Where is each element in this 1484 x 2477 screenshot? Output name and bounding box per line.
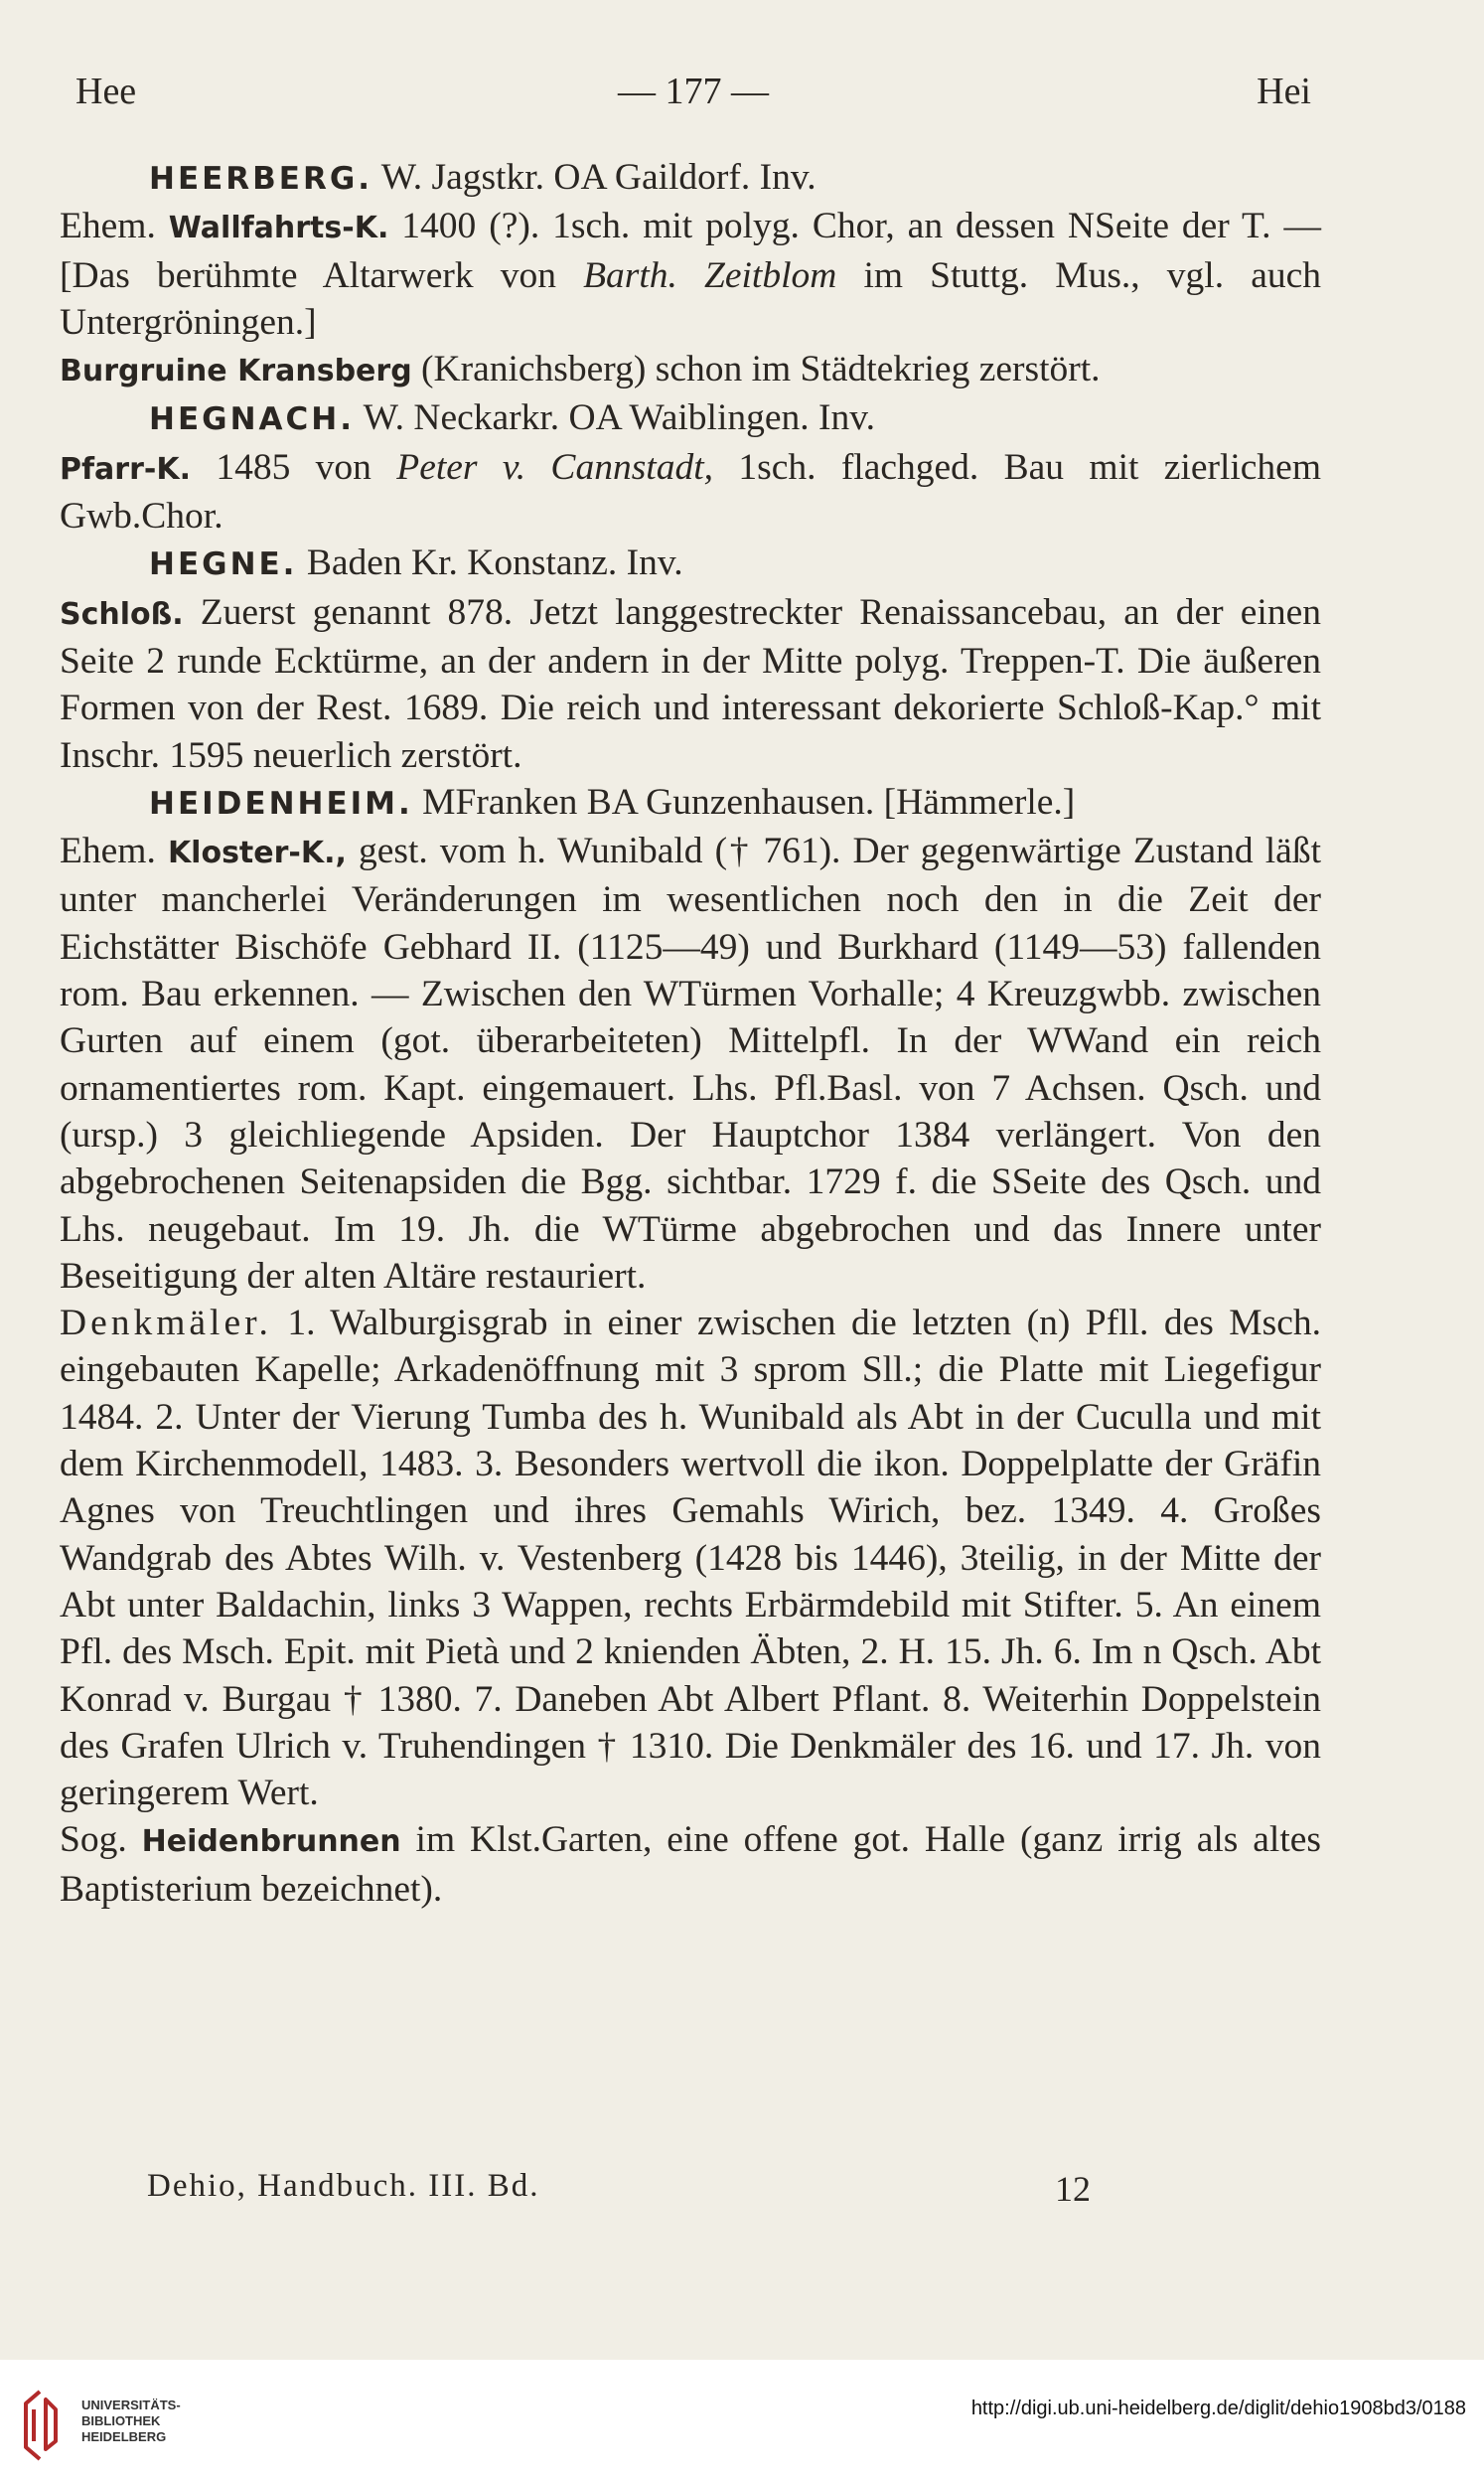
entry-location: W. Neckarkr. OA Waiblingen. Inv. (354, 397, 875, 439)
entry-paragraph (60, 1816, 1321, 1913)
artist-name: Peter v. Cannstadt, (396, 446, 713, 488)
text-run: im Stuttg. Mus., vgl. auch Untergröningen.] (60, 254, 1321, 343)
text-run: Ehem. (60, 831, 168, 872)
text-run: 1485 von (190, 446, 397, 488)
institution-line: HEIDELBERG (81, 2429, 167, 2444)
sheet-number: 12 (1055, 2169, 1091, 2209)
text-run: 1. Walburgisgrab in einer zwischen die letzten (n) Pfll. des Msch. eingebauten Kapelle; Arkadenöffnung mit 3 sprom Sll.; die Platte mit Liegefigur 1484. 2. Unter der Vierung Tumba des h. Wunibald als Abt in der Cuculla und mit dem Kirchenmodell, 1483. 3. Besonders wertvoll die ikon. Doppelplatte der Gräfin Agnes von Treuchtlingen und ihres Gemahls Wirich, bez. 1349. 4. Großes Wandgrab des Abtes Wilh. v. Vestenberg (1428 bis 1446), 3teilig, in der Mitte der Abt unter Baldachin, links 3 Wappen, rechts Erbärmdebild mit Stifter. 5. An einem Pfl. des Msch. Epit. mit Pietà und 2 knienden Äbten, 2. H. 15. Jh. 6. Im n Qsch. Abt Konrad v. Burgau † 1380. 7. Daneben Abt Albert Pflant. 8. Weiterhin Doppelstein des Grafen Ulrich v. Truhendingen † 1310. Die Denkmäler des 16. und 17. Jh. von geringerem Wert. (60, 1303, 1321, 1814)
building-name: Pfarr-K. (60, 451, 191, 487)
building-name: Burgruine Kransberg (60, 354, 412, 389)
sheet-signature: Dehio, Handbuch. III. Bd. (147, 2168, 540, 2204)
page-body (60, 154, 1321, 1913)
text-run: 1400 (?). 1sch. mit polyg. Chor, an dessen NSeite der T. — [Das berühmte Altarwerk von (60, 206, 1321, 296)
entry-heading (60, 779, 1321, 828)
entry-location: Baden Kr. Konstanz. Inv. (297, 542, 683, 584)
building-name: Heidenbrunnen (141, 1824, 401, 1860)
building-name: Wallfahrts-K. (168, 211, 389, 246)
headword: HEIDENHEIM. (149, 785, 413, 822)
entry-heading (60, 540, 1321, 588)
headword: HEERBERG. (149, 161, 373, 197)
entry-location: W. Jagstkr. OA Gaildorf. Inv. (372, 157, 816, 198)
institution-name (81, 2398, 181, 2445)
section-label: Denkmäler. (60, 1303, 272, 1344)
entry-paragraph (60, 1300, 1321, 1816)
text-run: (Kranichsberg) schon im Städtekrieg zerstört. (411, 349, 1101, 390)
running-header (75, 70, 1311, 129)
artist-name: Barth. Zeitblom (583, 254, 837, 296)
library-bar (0, 2360, 1484, 2477)
entry-paragraph (60, 346, 1321, 394)
text-run: 1sch. flachged. Bau mit zierlichem Gwb.Chor. (60, 446, 1321, 538)
entry-heading (60, 394, 1321, 443)
entry-paragraph (60, 589, 1321, 779)
building-name: Kloster-K., (167, 836, 347, 871)
building-name: Schloß. (60, 596, 184, 632)
text-run: im Klst.Garten, eine offene got. Halle (ganz irrig als altes Baptisterium bezeichnet). (60, 1819, 1321, 1910)
institution-line: BIBLIOTHEK (81, 2413, 161, 2428)
header-right: Hei (1257, 71, 1311, 112)
page-number: — 177 — (618, 71, 769, 112)
source-url-link[interactable]: http://digi.ub.uni-heidelberg.de/diglit/dehio1908bd3/0188 (970, 2398, 1466, 2419)
sheet-footer (147, 2168, 1091, 2209)
institution-line: UNIVERSITÄTS- (81, 2398, 181, 2412)
entry-paragraph (60, 203, 1321, 346)
text-run: Sog. (60, 1819, 142, 1861)
library-logo-icon (16, 2386, 64, 2463)
entry-paragraph (60, 444, 1321, 541)
headword: HEGNE. (149, 546, 298, 583)
text-run: gest. vom h. Wunibald († 761). Der gegenwärtige Zustand läßt unter mancherlei Veränderungen im wesentlichen noch den in die Zeit der Eichstätter Bischöfe Gebhard II. (1125—49) und Burkhard (1149—53) fallenden rom. Bau erkennen. — Zwischen den WTürmen Vorhalle; 4 Kreuzgwbb. zwischen Gurten auf einem (got. überarbeiteten) Mittelpfl. In der WWand ein reich ornamentiertes rom. Kapt. eingemauert. Lhs. Pfl.Basl. von 7 Achsen. Qsch. und (ursp.) 3 gleichliegende Apsiden. Der Hauptchor 1384 verlängert. Von den abgebrochenen Seitenapsiden die Bgg. sichtbar. 1729 f. die SSeite des Qsch. und Lhs. neugebaut. Im 19. Jh. die WTürme abgebrochen und das Innere unter Beseitigung der alten Altäre restauriert. (60, 831, 1321, 1297)
text-run: Ehem. (60, 206, 169, 247)
entry-paragraph (60, 828, 1321, 1300)
headword: HEGNACH. (149, 401, 355, 438)
entry-location: MFranken BA Gunzenhausen. [Hämmerle.] (412, 781, 1076, 823)
text-run: Zuerst genannt 878. Jetzt langgestreckter Renaissancebau, an der einen Seite 2 runde Ecktürme, an der andern in der Mitte polyg. Treppen-T. Die äußeren Formen von der Rest. 1689. Die reich und interessant dekorierte Schloß-Kap.° mit Inschr. 1595 neuerlich zerstört. (60, 591, 1321, 776)
entry-heading (60, 154, 1321, 203)
header-left: Hee (75, 71, 137, 112)
